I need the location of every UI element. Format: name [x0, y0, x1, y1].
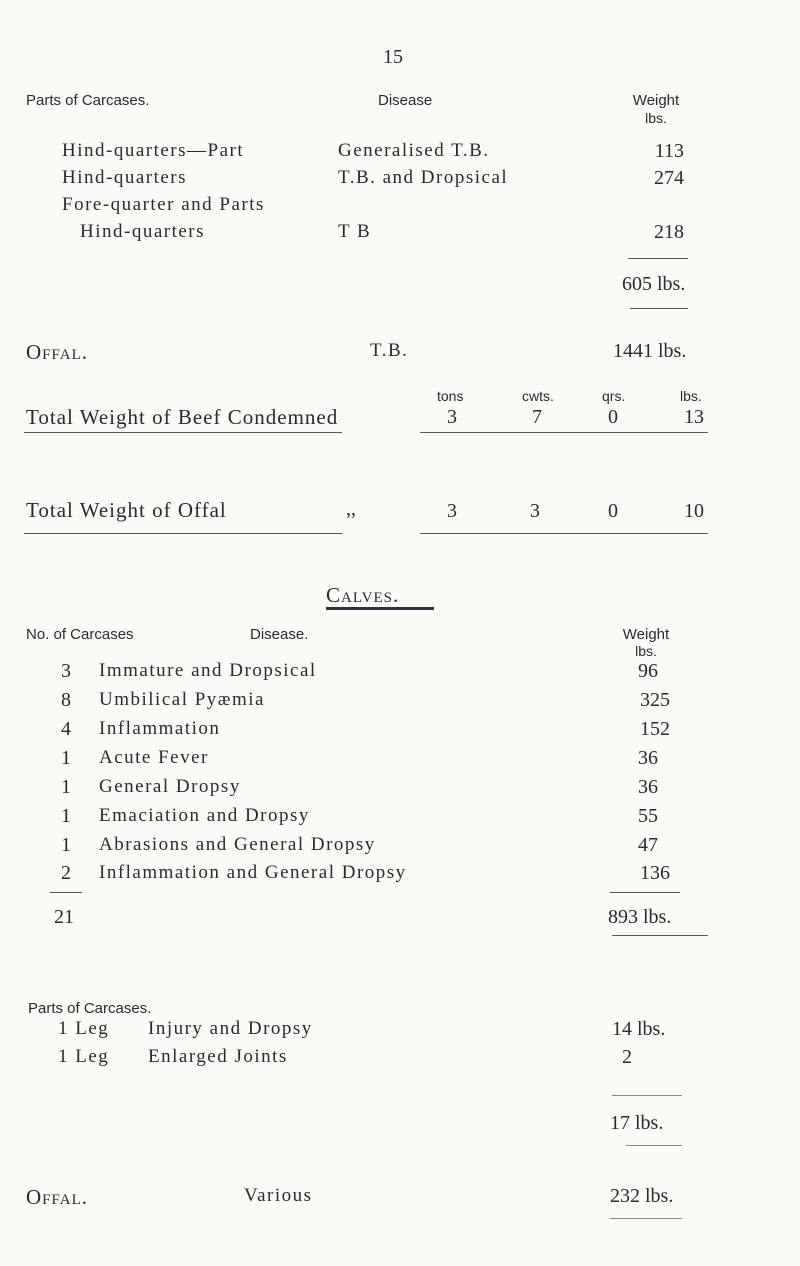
col-header-weight-unit: lbs. [645, 110, 667, 126]
calf-weight: 325 [640, 689, 670, 711]
calves-title-underline [326, 607, 434, 610]
col-header-number: No. of Carcases [26, 626, 134, 643]
total-offal-rule-left [24, 533, 342, 534]
calf-weight: 96 [638, 660, 658, 682]
disease-cell: T B [338, 221, 372, 242]
calf-weight: 136 [640, 862, 670, 884]
calf-disease: General Dropsy [99, 776, 241, 797]
disease-cell: Generalised T.B. [338, 140, 490, 161]
part-cell: Fore-quarter and Parts [62, 194, 265, 215]
col-header-parts: Parts of Carcases. [26, 92, 150, 109]
total-beef-qrs: 0 [608, 406, 618, 428]
part-cell: Hind-quarters [62, 167, 188, 188]
col-header-disease: Disease. [250, 626, 309, 643]
col-header-weight: Weight [622, 626, 670, 643]
calf-disease: Inflammation [99, 718, 221, 739]
calf-weight: 152 [640, 718, 670, 740]
subtotal-weight: 17 lbs. [610, 1112, 664, 1134]
calf-weight: 55 [638, 805, 658, 827]
calf-weight: 36 [638, 747, 658, 769]
weight-cell: 218 [654, 221, 684, 243]
subtotal-underline [630, 308, 688, 309]
part-cell: Hind-quarters [80, 221, 206, 242]
calf-disease: Inflammation and General Dropsy [99, 862, 407, 883]
total-beef-label: Total Weight of Beef Condemned [26, 405, 339, 429]
calf-number: 1 [61, 776, 71, 798]
offal-weight: 1441 lbs. [613, 340, 687, 362]
page-number: 15 [383, 46, 403, 68]
total-offal-tons: 3 [447, 500, 457, 522]
col-header-weight-unit: lbs. [635, 643, 657, 659]
calves-title: Calves. [326, 583, 400, 607]
weight-total-underline [612, 935, 708, 936]
calf-disease: Immature and Dropsical [99, 660, 317, 681]
total-offal-cwts: 3 [530, 500, 540, 522]
total-beef-rule-right [420, 432, 708, 433]
calf-number: 1 [61, 805, 71, 827]
col-header-weight: Weight [632, 92, 680, 109]
offal-disease: Various [244, 1185, 313, 1206]
weight-cell: 2 [622, 1046, 632, 1068]
disease-cell: T.B. and Dropsical [338, 167, 509, 188]
weight-cell: 113 [654, 140, 684, 162]
offal-weight: 232 lbs. [610, 1185, 674, 1207]
total-beef-cwts: 7 [532, 406, 542, 428]
col-header-parts: Parts of Carcases. [28, 1000, 152, 1017]
part-cell: Hind-quarters—Part [62, 140, 245, 161]
count-total-rule [50, 892, 82, 893]
subtotal-underline [626, 1145, 682, 1146]
total-beef-tons: 3 [447, 406, 457, 428]
subtotal-rule [628, 258, 688, 259]
offal-label: Offal. [26, 1185, 88, 1209]
total-beef-lbs: 13 [684, 406, 704, 428]
weight-total-rule [610, 892, 680, 893]
total-offal-qrs: 0 [608, 500, 618, 522]
calf-disease: Umbilical Pyæmia [99, 689, 265, 710]
part-cell: 1 Leg [58, 1018, 110, 1039]
col-header-disease: Disease [378, 92, 433, 109]
total-beef-rule-left [24, 432, 342, 433]
calf-number: 1 [61, 747, 71, 769]
total-offal-lbs: 10 [684, 500, 704, 522]
unit-lbs: lbs. [680, 388, 702, 404]
weight-cell: 274 [654, 167, 684, 189]
calf-disease: Acute Fever [99, 747, 209, 768]
offal-disease: T.B. [370, 340, 409, 361]
weight-cell: 14 lbs. [612, 1018, 666, 1040]
calf-disease: Emaciation and Dropsy [99, 805, 310, 826]
offal-underline [610, 1218, 682, 1219]
disease-cell: Enlarged Joints [148, 1046, 288, 1067]
ditto-mark: ,, [346, 498, 356, 520]
subtotal-rule [612, 1095, 682, 1096]
calf-number: 3 [61, 660, 71, 682]
calf-number: 8 [61, 689, 71, 711]
calf-weight: 36 [638, 776, 658, 798]
offal-label: Offal. [26, 340, 88, 364]
total-offal-label: Total Weight of Offal [26, 498, 227, 522]
part-cell: 1 Leg [58, 1046, 110, 1067]
calves-total-weight: 893 lbs. [608, 906, 672, 928]
disease-cell: Injury and Dropsy [148, 1018, 313, 1039]
subtotal-weight: 605 lbs. [622, 273, 686, 295]
unit-cwts: cwts. [522, 388, 554, 404]
unit-qrs: qrs. [602, 388, 626, 404]
calf-disease: Abrasions and General Dropsy [99, 834, 376, 855]
calf-number: 4 [61, 718, 71, 740]
calves-total-number: 21 [54, 906, 74, 928]
total-offal-rule-right [420, 533, 708, 534]
calf-number: 1 [61, 834, 71, 856]
calf-number: 2 [61, 862, 71, 884]
unit-tons: tons [437, 388, 464, 404]
calf-weight: 47 [638, 834, 658, 856]
